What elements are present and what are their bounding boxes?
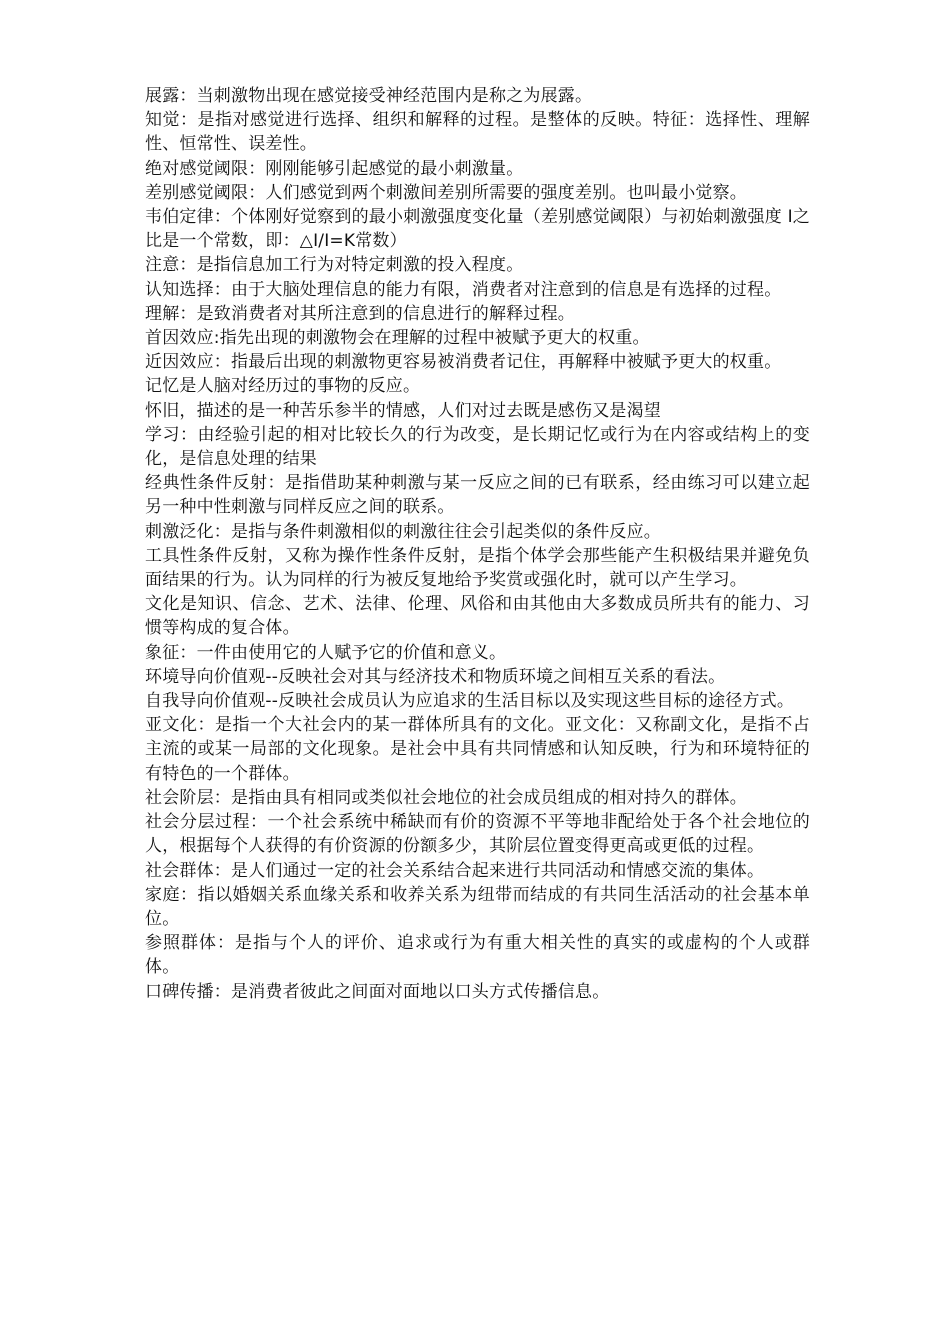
definition-attention: 注意：是指信息加工行为对特定刺激的投入程度。 bbox=[145, 255, 524, 276]
definition-culture: 文化是知识、信念、艺术、法律、伦理、风俗和由其他由大多数成员所共有的能力、习惯等构成的复合体。 bbox=[145, 594, 810, 639]
definition-nostalgia: 怀旧，描述的是一种苦乐参半的情感，人们对过去既是感伤又是渴望 bbox=[145, 400, 661, 421]
document-body bbox=[145, 84, 810, 1004]
definition-comprehension: 理解：是致消费者对其所注意到的信息进行的解释过程。 bbox=[145, 303, 575, 324]
definition-social-class: 社会阶层：是指由具有相同或类似社会地位的社会成员组成的相对持久的群体。 bbox=[145, 787, 747, 808]
definition-word-of-mouth: 口碑传播：是消费者彼此之间面对面地以口头方式传播信息。 bbox=[145, 981, 610, 1002]
definition-family: 家庭：指以婚姻关系血缘关系和收养关系为纽带而结成的有共同生活活动的社会基本单位。 bbox=[145, 884, 810, 929]
definition-weber-law: 韦伯定律：个体刚好觉察到的最小刺激强度变化量（差别感觉阈限）与初始刺激强度 I之比是一个常数，即：△I/I=K常数） bbox=[145, 207, 810, 252]
definition-differential-threshold: 差别感觉阈限：人们感觉到两个刺激间差别所需要的强度差别。也叫最小觉察。 bbox=[145, 182, 747, 203]
definition-primacy-effect: 首因效应:指先出现的刺激物会在理解的过程中被赋予更大的权重。 bbox=[145, 328, 650, 349]
definition-cognitive-selection: 认知选择：由于大脑处理信息的能力有限，消费者对注意到的信息是有选择的过程。 bbox=[145, 279, 782, 300]
definition-subculture: 亚文化：是指一个大社会内的某一群体所具有的文化。亚文化：又称副文化，是指不占主流的或某一局部的文化现象。是社会中具有共同情感和认知反映，行为和环境特征的有特色的一个群体。 bbox=[145, 715, 810, 784]
definition-classical-conditioning: 经典性条件反射：是指借助某种刺激与某一反应之间的已有联系，经由练习可以建立起另一种中性刺激与同样反应之间的联系。 bbox=[145, 473, 810, 518]
definition-environment-values: 环境导向价值观--反映社会对其与经济技术和物质环境之间相互关系的看法。 bbox=[145, 666, 726, 687]
definition-social-group: 社会群体：是人们通过一定的社会关系结合起来进行共同活动和情感交流的集体。 bbox=[145, 860, 765, 881]
definition-social-stratification: 社会分层过程：一个社会系统中稀缺而有价的资源不平等地非配给处于各个社会地位的人，根据每个人获得的有价资源的份额多少，其阶层位置变得更高或更低的过程。 bbox=[145, 812, 810, 857]
definition-absolute-threshold: 绝对感觉阈限：刚刚能够引起感觉的最小刺激量。 bbox=[145, 158, 524, 179]
definition-symbol: 象征：一件由使用它的人赋予它的价值和意义。 bbox=[145, 642, 507, 663]
definition-recency-effect: 近因效应：指最后出现的刺激物更容易被消费者记住，再解释中被赋予更大的权重。 bbox=[145, 352, 782, 373]
definition-stimulus-generalization: 刺激泛化：是指与条件刺激相似的刺激往往会引起类似的条件反应。 bbox=[145, 521, 661, 542]
definition-memory: 记忆是人脑对经历过的事物的反应。 bbox=[145, 376, 421, 397]
definition-instrumental-conditioning: 工具性条件反射，又称为操作性条件反射，是指个体学会那些能产生积极结果并避免负面结果的行为。认为同样的行为被反复地给予奖赏或强化时，就可以产生学习。 bbox=[145, 545, 810, 591]
definition-perception: 知觉：是指对感觉进行选择、组织和解释的过程。是整体的反映。特征：选择性、理解性、恒常性、误差性。 bbox=[145, 110, 810, 155]
definition-exposure: 展露：当刺激物出现在感觉接受神经范围内是称之为展露。 bbox=[145, 86, 593, 106]
definition-self-values: 自我导向价值观--反映社会成员认为应追求的生活目标以及实现这些目标的途径方式。 bbox=[145, 691, 795, 712]
definition-reference-group: 参照群体：是指与个人的评价、追求或行为有重大相关性的真实的或虚构的个人或群体。 bbox=[145, 933, 810, 978]
definition-learning: 学习：由经验引起的相对比较长久的行为改变，是长期记忆或行为在内容或结构上的变化，是信息处理的结果 bbox=[145, 424, 810, 470]
